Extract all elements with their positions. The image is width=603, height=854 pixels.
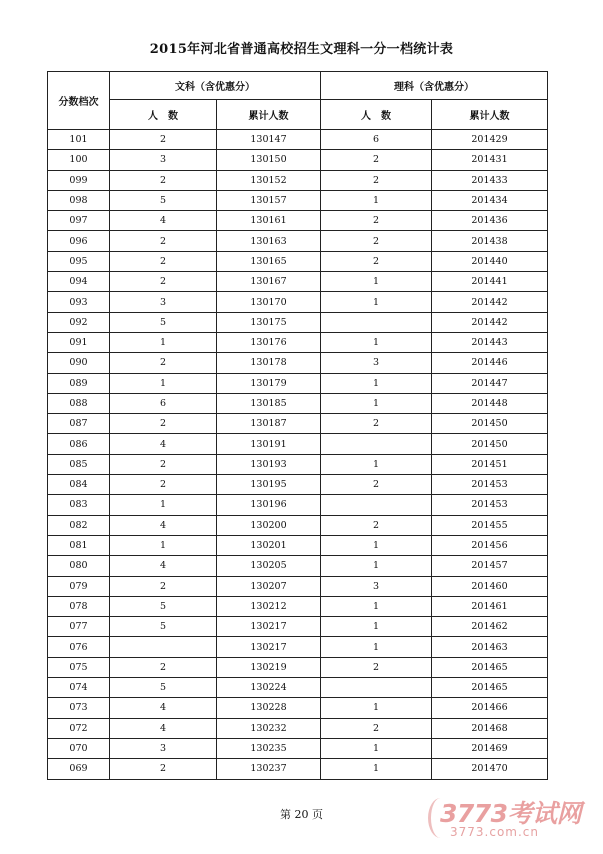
table-row: [48, 353, 548, 373]
score-cell: 086: [48, 434, 110, 454]
science-cumulative-cell: 201442: [432, 312, 548, 332]
liberal-cumulative-cell: 130152: [217, 170, 321, 190]
science-count-cell: [321, 312, 432, 332]
liberal-cumulative-cell: 130187: [217, 414, 321, 434]
score-cell: 080: [48, 556, 110, 576]
science-count-cell: 3: [321, 576, 432, 596]
science-count-cell: 1: [321, 535, 432, 555]
liberal-count-cell: 2: [110, 475, 217, 495]
science-cumulative-cell: 201450: [432, 434, 548, 454]
table-row: [48, 373, 548, 393]
science-cumulative-cell: 201451: [432, 454, 548, 474]
science-cumulative-cell: 201433: [432, 170, 548, 190]
liberal-cumulative-cell: 130157: [217, 190, 321, 210]
score-cell: 074: [48, 678, 110, 698]
score-cell: 073: [48, 698, 110, 718]
liberal-count-cell: 5: [110, 596, 217, 616]
liberal-cumulative-cell: 130167: [217, 272, 321, 292]
science-count-cell: 1: [321, 373, 432, 393]
table-row: [48, 556, 548, 576]
science-cumulative-cell: 201462: [432, 617, 548, 637]
science-cumulative-cell: 201448: [432, 393, 548, 413]
liberal-cumulative-cell: 130219: [217, 657, 321, 677]
science-count-cell: 2: [321, 150, 432, 170]
document-title: 2015年河北省普通高校招生文理科一分一档统计表: [149, 42, 454, 57]
science-count-cell: 1: [321, 190, 432, 210]
liberal-count-cell: 1: [110, 373, 217, 393]
science-count-cell: 1: [321, 272, 432, 292]
science-count-cell: [321, 434, 432, 454]
science-cumulative-cell: 201461: [432, 596, 548, 616]
table-row: [48, 495, 548, 515]
liberal-count-cell: 5: [110, 678, 217, 698]
liberal-cumulative-cell: 130212: [217, 596, 321, 616]
liberal-count-cell: 1: [110, 495, 217, 515]
science-count-cell: 6: [321, 130, 432, 150]
table-row: [48, 190, 548, 210]
liberal-cumulative-cell: 130176: [217, 332, 321, 352]
table-row: [48, 170, 548, 190]
science-cumulative-cell: 201434: [432, 190, 548, 210]
table-row: [48, 332, 548, 352]
science-count-cell: 2: [321, 515, 432, 535]
liberal-count-cell: 3: [110, 292, 217, 312]
science-cumulative-cell: 201431: [432, 150, 548, 170]
table-row: [48, 738, 548, 758]
table-row: [48, 535, 548, 555]
science-count-cell: 2: [321, 718, 432, 738]
liberal-cumulative-cell: 130228: [217, 698, 321, 718]
science-cumulative-cell: 201460: [432, 576, 548, 596]
science-count-cell: 2: [321, 251, 432, 271]
table-row: [48, 698, 548, 718]
page-number: 第 20 页: [280, 808, 323, 821]
liberal-cumulative-cell: 130191: [217, 434, 321, 454]
science-count-cell: 1: [321, 698, 432, 718]
table-row: [48, 414, 548, 434]
liberal-cumulative-cell: 130207: [217, 576, 321, 596]
liberal-count-cell: 4: [110, 211, 217, 231]
watermark-url-text: 3773.com.cn: [450, 825, 539, 839]
science-count-cell: 1: [321, 292, 432, 312]
score-cell: 099: [48, 170, 110, 190]
science-count-cell: 3: [321, 353, 432, 373]
liberal-cumulative-cell: 130237: [217, 759, 321, 779]
score-cell: 097: [48, 211, 110, 231]
score-cell: 084: [48, 475, 110, 495]
score-cell: 072: [48, 718, 110, 738]
science-cumulative-cell: 201453: [432, 475, 548, 495]
science-count-cell: [321, 495, 432, 515]
table-row: [48, 678, 548, 698]
science-cumulative-cell: 201465: [432, 678, 548, 698]
science-count-cell: 2: [321, 414, 432, 434]
table-row: [48, 454, 548, 474]
liberal-count-cell: 4: [110, 698, 217, 718]
liberal-cumulative-cell: 130193: [217, 454, 321, 474]
liberal-count-cell: 2: [110, 130, 217, 150]
table-row: [48, 576, 548, 596]
liberal-count-cell: 4: [110, 556, 217, 576]
liberal-cumulative-cell: 130165: [217, 251, 321, 271]
science-header: 理科（含优惠分）: [321, 72, 548, 100]
science-cumulative-cell: 201455: [432, 515, 548, 535]
score-cell: 088: [48, 393, 110, 413]
liberal-cumulative-cell: 130170: [217, 292, 321, 312]
science-cumulative-cell: 201470: [432, 759, 548, 779]
liberal-arts-header: 文科（含优惠分）: [110, 72, 321, 100]
score-cell: 089: [48, 373, 110, 393]
science-count-cell: 1: [321, 596, 432, 616]
science-cumulative-cell: 201468: [432, 718, 548, 738]
liberal-count-cell: 2: [110, 353, 217, 373]
table-row: [48, 515, 548, 535]
table-row: [48, 637, 548, 657]
score-cell: 091: [48, 332, 110, 352]
liberal-count-cell: 2: [110, 251, 217, 271]
science-cumulative-cell: 201456: [432, 535, 548, 555]
liberal-cumulative-cell: 130150: [217, 150, 321, 170]
science-cumulative-cell: 201446: [432, 353, 548, 373]
science-count-cell: 1: [321, 759, 432, 779]
score-cell: 094: [48, 272, 110, 292]
score-distribution-table: [47, 71, 548, 780]
liberal-cumulative-header: 累计人数: [217, 100, 321, 130]
score-cell: 081: [48, 535, 110, 555]
liberal-count-cell: 1: [110, 535, 217, 555]
table-body: [48, 130, 548, 780]
score-cell: 076: [48, 637, 110, 657]
liberal-cumulative-cell: 130217: [217, 617, 321, 637]
score-cell: 092: [48, 312, 110, 332]
liberal-cumulative-cell: 130147: [217, 130, 321, 150]
score-cell: 085: [48, 454, 110, 474]
table-row: [48, 617, 548, 637]
score-cell: 087: [48, 414, 110, 434]
science-count-cell: 1: [321, 617, 432, 637]
science-cumulative-cell: 201457: [432, 556, 548, 576]
liberal-count-cell: 5: [110, 190, 217, 210]
science-cumulative-cell: 201447: [432, 373, 548, 393]
table-row: [48, 211, 548, 231]
table-row: [48, 150, 548, 170]
table-row: [48, 759, 548, 779]
score-cell: 100: [48, 150, 110, 170]
liberal-cumulative-cell: 130232: [217, 718, 321, 738]
science-count-cell: 2: [321, 475, 432, 495]
science-cumulative-cell: 201450: [432, 414, 548, 434]
table-row: [48, 393, 548, 413]
score-cell: 070: [48, 738, 110, 758]
table-row: [48, 272, 548, 292]
liberal-count-cell: 2: [110, 231, 217, 251]
liberal-cumulative-cell: 130196: [217, 495, 321, 515]
liberal-cumulative-cell: 130185: [217, 393, 321, 413]
liberal-count-cell: [110, 637, 217, 657]
score-cell: 069: [48, 759, 110, 779]
site-watermark: [428, 794, 598, 846]
liberal-count-cell: 3: [110, 738, 217, 758]
science-cumulative-cell: 201469: [432, 738, 548, 758]
score-cell: 095: [48, 251, 110, 271]
liberal-count-cell: 3: [110, 150, 217, 170]
score-cell: 079: [48, 576, 110, 596]
score-cell: 077: [48, 617, 110, 637]
science-count-cell: 1: [321, 637, 432, 657]
science-cumulative-cell: 201442: [432, 292, 548, 312]
score-cell: 082: [48, 515, 110, 535]
score-cell: 098: [48, 190, 110, 210]
science-count-cell: 1: [321, 393, 432, 413]
science-count-cell: 1: [321, 454, 432, 474]
science-cumulative-cell: 201466: [432, 698, 548, 718]
science-count-cell: 1: [321, 332, 432, 352]
table-row: [48, 312, 548, 332]
liberal-cumulative-cell: 130224: [217, 678, 321, 698]
liberal-count-cell: 5: [110, 617, 217, 637]
table-row: [48, 718, 548, 738]
science-cumulative-cell: 201465: [432, 657, 548, 677]
science-cumulative-cell: 201441: [432, 272, 548, 292]
table-row: [48, 434, 548, 454]
liberal-cumulative-cell: 130195: [217, 475, 321, 495]
liberal-cumulative-cell: 130205: [217, 556, 321, 576]
liberal-count-cell: 2: [110, 454, 217, 474]
science-count-cell: 2: [321, 231, 432, 251]
liberal-cumulative-cell: 130175: [217, 312, 321, 332]
science-cumulative-header: 累计人数: [432, 100, 548, 130]
liberal-cumulative-cell: 130200: [217, 515, 321, 535]
liberal-count-cell: 2: [110, 759, 217, 779]
science-cumulative-cell: 201440: [432, 251, 548, 271]
liberal-cumulative-cell: 130217: [217, 637, 321, 657]
liberal-cumulative-cell: 130201: [217, 535, 321, 555]
score-cell: 096: [48, 231, 110, 251]
science-count-cell: 2: [321, 170, 432, 190]
liberal-count-cell: 2: [110, 170, 217, 190]
table-row: [48, 596, 548, 616]
watermark-logo-text: 3773考试网: [440, 799, 582, 828]
science-cumulative-cell: 201429: [432, 130, 548, 150]
science-cumulative-cell: 201463: [432, 637, 548, 657]
liberal-cumulative-cell: 130179: [217, 373, 321, 393]
score-cell: 078: [48, 596, 110, 616]
science-count-cell: 1: [321, 556, 432, 576]
liberal-count-cell: 2: [110, 414, 217, 434]
liberal-count-cell: 1: [110, 332, 217, 352]
score-cell: 083: [48, 495, 110, 515]
liberal-cumulative-cell: 130163: [217, 231, 321, 251]
liberal-count-header: 人 数: [110, 100, 217, 130]
liberal-cumulative-cell: 130235: [217, 738, 321, 758]
science-count-cell: 1: [321, 738, 432, 758]
liberal-count-cell: 2: [110, 272, 217, 292]
liberal-cumulative-cell: 130161: [217, 211, 321, 231]
liberal-count-cell: 6: [110, 393, 217, 413]
liberal-count-cell: 4: [110, 515, 217, 535]
liberal-cumulative-cell: 130178: [217, 353, 321, 373]
table-row: [48, 130, 548, 150]
table-row: [48, 292, 548, 312]
table-row: [48, 657, 548, 677]
score-cell: 090: [48, 353, 110, 373]
science-count-header: 人 数: [321, 100, 432, 130]
liberal-count-cell: 2: [110, 576, 217, 596]
liberal-count-cell: 2: [110, 657, 217, 677]
table-row: [48, 251, 548, 271]
science-cumulative-cell: 201438: [432, 231, 548, 251]
score-cell: 093: [48, 292, 110, 312]
liberal-count-cell: 4: [110, 718, 217, 738]
liberal-count-cell: 5: [110, 312, 217, 332]
score-cell: 075: [48, 657, 110, 677]
table-row: [48, 475, 548, 495]
table-row: [48, 231, 548, 251]
science-count-cell: 2: [321, 657, 432, 677]
science-count-cell: 2: [321, 211, 432, 231]
science-cumulative-cell: 201436: [432, 211, 548, 231]
score-cell: 101: [48, 130, 110, 150]
score-column-header: 分数档次: [48, 72, 110, 130]
science-cumulative-cell: 201443: [432, 332, 548, 352]
liberal-count-cell: 4: [110, 434, 217, 454]
science-count-cell: [321, 678, 432, 698]
science-cumulative-cell: 201453: [432, 495, 548, 515]
